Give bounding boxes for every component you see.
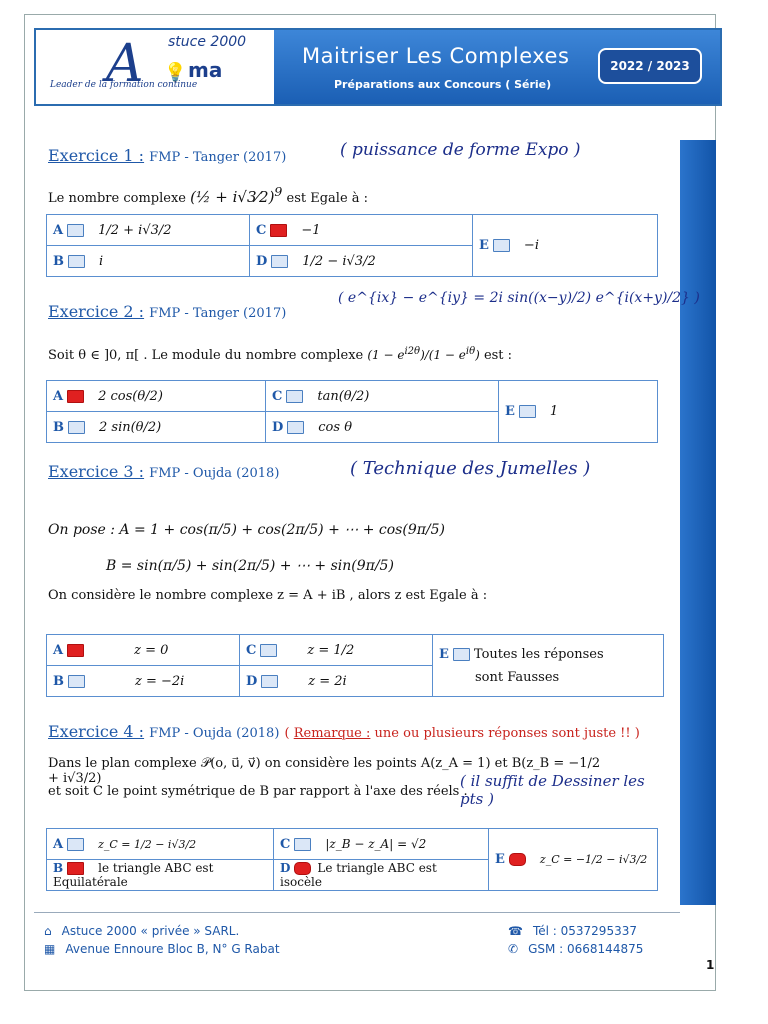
ex2-c-text: tan(θ/2) [317,388,370,404]
logo [36,30,275,104]
ex4-remark-text: une ou plusieurs réponses sont juste !! ) [374,726,640,741]
ex4-answer-a[interactable]: A z_C = 1/2 − i√3/2 [47,829,274,860]
ex2-statement-b: est : [483,348,513,363]
ex4-line-a: Dans le plan complexe 𝒫(o, u⃗, v⃗) on considère les points A(z_A = 1) et B(z_B = −1/2 + i√3/2) [48,756,601,786]
ex2-source: FMP - Tanger (2017) [149,306,287,321]
ex1-c-text: −1 [301,222,321,238]
company-address: Avenue Ennoure Bloc B, N° G Rabat [65,942,280,956]
header [34,28,722,106]
ex2-b-text: 2 sin(θ/2) [99,419,162,435]
ex4-rem-open: ( [284,726,290,741]
page-title: Maitriser Les Complexes [302,44,570,68]
ex4-line-b: et soit C le point symétrique de B par rapport à l'axe des réels . [48,784,468,799]
ex4-title [48,722,640,741]
checkbox-icon[interactable] [261,675,278,688]
ex3-answer-e[interactable]: E Toutes les réponses sont Fausses [433,635,664,697]
ex3-answers [46,634,664,697]
ex4-source: FMP - Oujda (2018) [149,726,280,741]
ex1-answers [46,214,658,277]
ex1-answer-c[interactable]: C −1 [250,215,473,246]
logo-tagline: Leader de la formation continue [50,80,198,90]
ex4-answers [46,828,658,891]
ex1-d-text: 1/2 − i√3/2 [302,253,376,269]
ex4-remark-label: Remarque : [293,726,371,741]
ex2-e-text: 1 [549,404,559,419]
logo-letter: A [106,34,144,94]
ex1-handwritten-note: ( puissance de forme Expo ) [340,140,581,160]
ex3-line-c: On considère le nombre complexe z = A + iB , alors z est Egale à : [48,588,488,603]
ex1-answer-d[interactable]: D 1/2 − i√3/2 [250,246,473,277]
ex3-answer-d[interactable]: D z = 2i [240,666,433,697]
checkbox-icon[interactable] [260,644,277,657]
checkbox-icon[interactable] [271,255,288,268]
ex3-answer-a[interactable]: A z = 0 [47,635,240,666]
ex3-c-text: z = 1/2 [307,642,355,658]
ex1-e-text: −i [523,238,539,253]
checkbox-checked-icon[interactable] [509,853,526,866]
checkbox-icon[interactable] [68,675,85,688]
checkbox-checked-icon[interactable] [270,224,287,237]
ex3-answer-b[interactable]: B z = −2i [47,666,240,697]
ex4-b-text: le triangle ABC est Equilatérale [53,861,214,889]
ex1-answer-e[interactable]: E −i [473,215,658,277]
ex2-handwritten-note: ( e^{ix} − e^{iy} = 2i sin((x−y)/2) e^{i(x+y)/2} ) [338,290,700,306]
title-band [274,30,720,104]
ex3-line-a: On pose : A = 1 + cos(π/5) + cos(2π/5) + ⋯ + cos(9π/5) [48,522,446,538]
checkbox-checked-icon[interactable] [67,390,84,403]
ex1-title [48,146,286,165]
ex4-answer-c[interactable]: C |z_B − z_A| = √2 [274,829,489,860]
ex3-source: FMP - Oujda (2018) [149,466,280,481]
footer-divider [34,912,680,913]
ex3-a-text: z = 0 [134,642,169,658]
ex2-answers [46,380,658,443]
ex2-number: Exercice 2 : [48,302,145,321]
ex4-answer-d[interactable]: D Le triangle ABC est isocèle [274,860,489,891]
ex3-title [48,462,279,481]
ex4-a-text: z_C = 1/2 − i√3/2 [98,837,197,851]
checkbox-icon[interactable] [519,405,536,418]
ex4-handwritten-note: ( il suffit de Dessiner les pts ) [460,772,645,808]
checkbox-icon[interactable] [294,838,311,851]
ex3-e-text-2: sont Fausses [475,669,560,685]
side-bar [680,140,716,905]
footer-contact [508,924,643,956]
lightbulb-icon: 💡 [164,62,187,83]
ex1-statement [48,184,368,206]
ex1-statement-a: Le nombre complexe [48,191,186,206]
checkbox-icon[interactable] [68,255,85,268]
checkbox-checked-icon[interactable] [294,862,311,875]
ex3-e-text-1: Toutes les réponses [473,646,604,662]
ex4-answer-e[interactable]: E z_C = −1/2 − i√3/2 [489,829,658,891]
ex4-number: Exercice 4 : [48,722,145,741]
checkbox-icon[interactable] [67,838,84,851]
ex1-answer-a[interactable]: A 1/2 + i√3/2 [47,215,250,246]
ex2-answer-c[interactable]: C tan(θ/2) [266,381,499,412]
ex2-formula: $(1 - e^{i2\theta})/(1 - e^{i\theta})$ [367,346,480,362]
company-name: Astuce 2000 « privée » SARL. [61,924,240,938]
ex2-statement-a: Soit θ ∈ ]0, π[ . Le module du nombre complexe [48,348,364,363]
ex2-answer-e[interactable]: E 1 [499,381,658,443]
page-number: 1 [706,958,715,972]
year-badge: 2022 / 2023 [598,48,702,84]
ex3-d-text: z = 2i [308,673,347,689]
checkbox-checked-icon[interactable] [67,644,84,657]
checkbox-icon[interactable] [286,390,303,403]
mobile-icon: ✆ [508,942,519,956]
ex2-d-text: cos θ [318,419,353,435]
footer-company [44,924,280,956]
ex4-d-text: Le triangle ABC est isocèle [280,861,437,889]
ex1-statement-b: est Egale à : [286,191,369,206]
home-icon: ⌂ [44,924,52,938]
ex2-answer-a[interactable]: A 2 cos(θ/2) [47,381,266,412]
ex2-statement [48,346,512,363]
logo-astuce: stuce 2000 [168,34,247,50]
ex2-answer-d[interactable]: D cos θ [266,412,499,443]
ex3-handwritten-note: ( Technique des Jumelles ) [350,458,591,479]
checkbox-icon[interactable] [67,224,84,237]
ex3-b-text: z = −2i [135,673,185,689]
gsm-number: GSM : 0668144875 [528,942,644,956]
ex2-title [48,302,286,321]
checkbox-icon[interactable] [453,648,470,661]
ex3-line-b: B = sin(π/5) + sin(2π/5) + ⋯ + sin(9π/5) [106,558,394,574]
logo-ma: ma [188,58,223,82]
ex4-c-text: |z_B − z_A| = √2 [325,836,427,851]
ex3-answer-c[interactable]: C z = 1/2 [240,635,433,666]
phone-icon: ☎ [508,924,523,938]
ex1-formula: (½ + i√3⁄2)$^9$ [190,184,283,206]
checkbox-icon[interactable] [287,421,304,434]
ex4-answer-b[interactable]: B le triangle ABC est Equilatérale [47,860,274,891]
checkbox-checked-icon[interactable] [67,862,84,875]
map-icon: ▦ [44,942,56,956]
ex1-b-text: i [99,253,104,269]
ex2-answer-b[interactable]: B 2 sin(θ/2) [47,412,266,443]
page-subtitle: Préparations aux Concours ( Série) [334,78,552,91]
ex1-answer-b[interactable]: B i [47,246,250,277]
ex4-e-text: z_C = −1/2 − i√3/2 [539,853,648,866]
ex3-number: Exercice 3 : [48,462,145,481]
ex1-source: FMP - Tanger (2017) [149,150,287,165]
ex1-number: Exercice 1 : [48,146,145,165]
ex1-a-text: 1/2 + i√3/2 [98,222,172,238]
checkbox-icon[interactable] [68,421,85,434]
phone-number: Tél : 0537295337 [532,924,637,938]
ex2-a-text: 2 cos(θ/2) [98,388,163,404]
checkbox-icon[interactable] [493,239,510,252]
